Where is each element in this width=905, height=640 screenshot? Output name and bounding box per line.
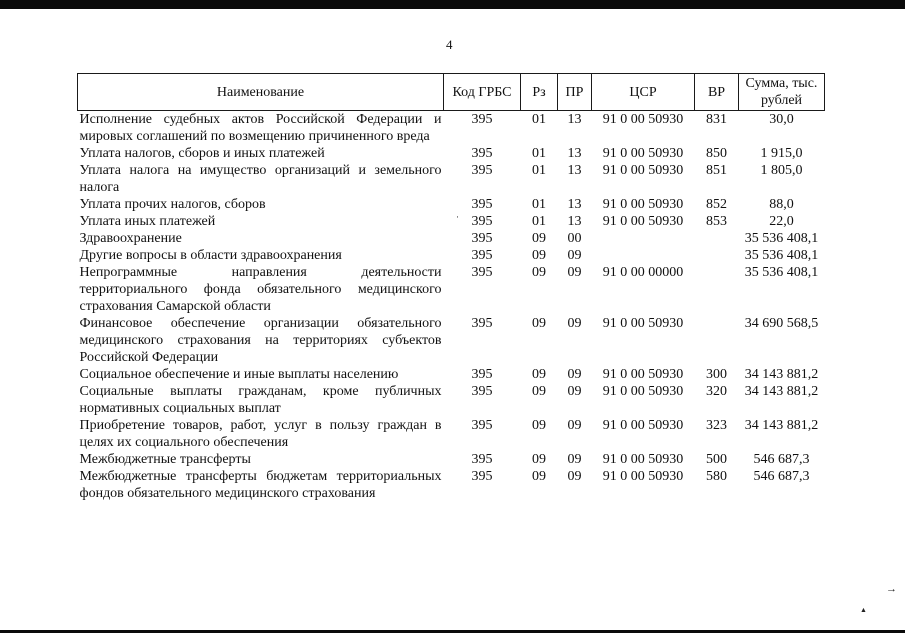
cell-name: Социальные выплаты гражданам, кроме публичных нормативных социальных выплат (79, 384, 442, 416)
cell-name: Другие вопросы в области здравоохранения (79, 248, 342, 263)
stray-tick-mark: · (456, 212, 459, 222)
cell-vr: 500 (706, 452, 727, 467)
header-grbs: Код ГРБС (444, 74, 521, 111)
cell-name: Уплата прочих налогов, сборов (79, 197, 266, 212)
cell-pr: 00 (567, 231, 582, 246)
cell-rz: 09 (532, 248, 546, 263)
cell-vr (695, 230, 739, 247)
cell-name: Приобретение товаров, работ, услуг в пользу граждан в целях их социального обеспечения (79, 418, 442, 450)
budget-table (77, 73, 825, 502)
top-border-bar (0, 0, 905, 9)
header-rz: Рз (521, 74, 558, 111)
cell-pr: 09 (567, 265, 582, 280)
cell-rz: 09 (532, 452, 546, 467)
cell-grbs: 395 (471, 197, 493, 212)
cell-sum: 35 536 408,1 (744, 265, 819, 280)
table-header-row (78, 74, 825, 111)
cell-grbs: 395 (471, 384, 493, 399)
cell-name: Уплата налога на имущество организаций и земельного налога (79, 163, 442, 195)
table-row (78, 366, 825, 383)
table-row (78, 145, 825, 162)
cell-name: Финансовое обеспечение организации обязательного медицинского страхования на территориях субъектов Российской Федерации (79, 316, 442, 365)
cell-csr: 91 0 00 50930 (602, 112, 684, 127)
cell-name: Уплата иных платежей (79, 214, 216, 229)
margin-arrow-mark: → (886, 583, 897, 595)
cell-name: Межбюджетные трансферты (79, 452, 251, 467)
cell-name: Межбюджетные трансферты бюджетам территориальных фондов обязательного медицинского страхования (79, 469, 442, 501)
cell-sum: 546 687,3 (753, 452, 810, 467)
cell-csr (592, 230, 695, 247)
cell-grbs: 395 (471, 214, 493, 229)
cell-grbs: 395 (471, 265, 493, 280)
cell-sum: 1 915,0 (760, 146, 803, 161)
cell-csr: 91 0 00 50930 (602, 384, 684, 399)
cell-sum: 34 143 881,2 (744, 384, 819, 399)
cell-name: Уплата налогов, сборов и иных платежей (79, 146, 325, 161)
cell-rz: 01 (532, 146, 546, 161)
page-number: 4 (446, 37, 453, 52)
cell-grbs: 395 (471, 146, 493, 161)
cell-csr: 91 0 00 50930 (602, 146, 684, 161)
table-row (78, 162, 825, 196)
cell-grbs: 395 (471, 231, 493, 246)
cell-rz: 09 (532, 384, 546, 399)
cell-sum: 34 143 881,2 (744, 367, 819, 382)
cell-grbs: 395 (471, 112, 493, 127)
cell-vr (695, 264, 739, 315)
cell-vr: 853 (706, 214, 727, 229)
cell-vr: 580 (706, 469, 727, 484)
cell-grbs: 395 (471, 367, 493, 382)
cell-grbs: 395 (471, 418, 493, 433)
cell-sum: 88,0 (769, 197, 794, 212)
cell-rz: 09 (532, 418, 546, 433)
cell-name: Непрограммные направления деятельности территориального фонда обязательного медицинского страхования Самарской области (79, 265, 442, 314)
cell-vr (695, 247, 739, 264)
cell-pr: 13 (567, 214, 582, 229)
cell-pr: 09 (567, 469, 582, 484)
table-row (78, 417, 825, 451)
cell-name: Социальное обеспечение и иные выплаты населению (79, 367, 399, 382)
cell-rz: 01 (532, 163, 546, 178)
cell-csr: 91 0 00 50930 (602, 214, 684, 229)
cell-sum: 34 143 881,2 (744, 418, 819, 433)
cell-pr: 09 (567, 248, 582, 263)
header-csr: ЦСР (592, 74, 695, 111)
cell-csr: 91 0 00 50930 (602, 163, 684, 178)
cell-vr: 831 (706, 112, 727, 127)
cell-grbs: 395 (471, 163, 493, 178)
header-sum: Сумма, тыс. рублей (739, 74, 825, 111)
cell-vr: 300 (706, 367, 727, 382)
cell-csr: 91 0 00 50930 (602, 418, 684, 433)
cell-vr: 852 (706, 197, 727, 212)
cell-pr: 09 (567, 418, 582, 433)
cell-csr: 91 0 00 50930 (602, 367, 684, 382)
cell-csr: 91 0 00 50930 (602, 469, 684, 484)
table-body (78, 111, 825, 503)
corner-triangle-mark: ▲ (860, 606, 867, 614)
cell-rz: 09 (532, 316, 546, 331)
cell-csr: 91 0 00 50930 (602, 316, 684, 331)
cell-csr: 91 0 00 50930 (602, 197, 684, 212)
cell-sum: 34 690 568,5 (744, 316, 819, 331)
bottom-border-bar (0, 630, 905, 633)
cell-grbs: 395 (471, 469, 493, 484)
table-row (78, 468, 825, 502)
cell-vr: 851 (706, 163, 727, 178)
cell-grbs: 395 (471, 316, 493, 331)
cell-grbs: 395 (471, 248, 493, 263)
cell-rz: 01 (532, 214, 546, 229)
cell-sum: 22,0 (769, 214, 794, 229)
cell-pr: 09 (567, 367, 582, 382)
cell-sum: 30,0 (769, 112, 794, 127)
cell-vr: 320 (706, 384, 727, 399)
cell-csr: 91 0 00 00000 (602, 265, 684, 280)
header-vr: ВР (695, 74, 739, 111)
table-row (78, 264, 825, 315)
cell-pr: 13 (567, 112, 582, 127)
cell-rz: 09 (532, 265, 546, 280)
cell-sum: 546 687,3 (753, 469, 810, 484)
cell-rz: 09 (532, 367, 546, 382)
cell-sum: 1 805,0 (760, 163, 803, 178)
cell-rz: 01 (532, 112, 546, 127)
table-row (78, 451, 825, 468)
cell-rz: 09 (532, 469, 546, 484)
table-row (78, 315, 825, 366)
cell-vr: 850 (706, 146, 727, 161)
cell-rz: 09 (532, 231, 546, 246)
cell-pr: 09 (567, 384, 582, 399)
table-row (78, 383, 825, 417)
cell-vr (695, 315, 739, 366)
cell-grbs: 395 (471, 452, 493, 467)
cell-pr: 13 (567, 146, 582, 161)
cell-sum: 35 536 408,1 (744, 248, 819, 263)
cell-csr (592, 247, 695, 264)
header-name: Наименование (78, 74, 444, 111)
table-row (78, 247, 825, 264)
table-row (78, 111, 825, 146)
cell-pr: 09 (567, 452, 582, 467)
cell-name: Исполнение судебных актов Российской Федерации и мировых соглашений по возмещению причиненного вреда (79, 112, 442, 144)
table-row (78, 213, 825, 230)
cell-csr: 91 0 00 50930 (602, 452, 684, 467)
cell-name: Здравоохранение (79, 231, 182, 246)
table-row (78, 230, 825, 247)
cell-pr: 13 (567, 197, 582, 212)
cell-sum: 35 536 408,1 (744, 231, 819, 246)
cell-pr: 09 (567, 316, 582, 331)
cell-vr: 323 (706, 418, 727, 433)
header-pr: ПР (558, 74, 592, 111)
cell-pr: 13 (567, 163, 582, 178)
table-row (78, 196, 825, 213)
cell-rz: 01 (532, 197, 546, 212)
